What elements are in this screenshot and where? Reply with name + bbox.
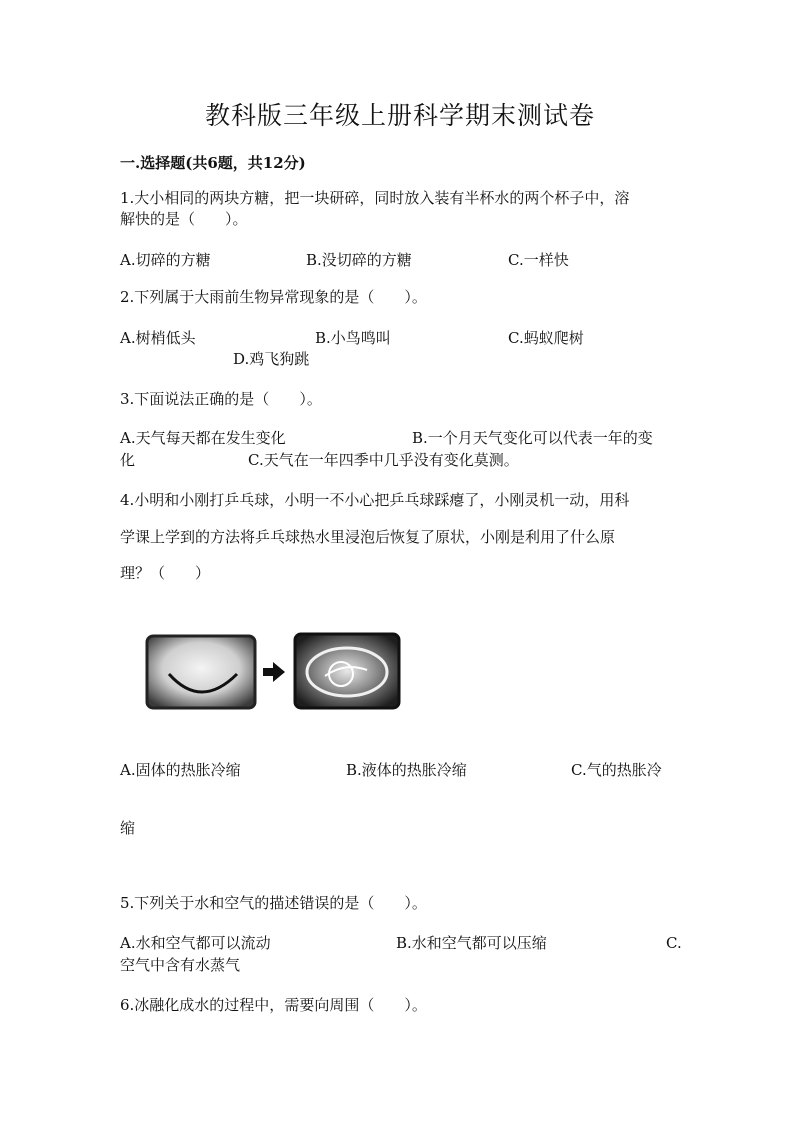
question-4-option-b: B.液体的热胀冷缩 bbox=[346, 761, 467, 779]
question-5-line-1: 5.下列关于水和空气的描述错误的是（ ）。 bbox=[120, 894, 427, 912]
question-2-option-a: A.树梢低头 bbox=[120, 329, 196, 347]
question-1-option-c: C.一样快 bbox=[508, 251, 569, 269]
question-6-line-1: 6.冰融化成水的过程中，需要向周围（ ）。 bbox=[120, 996, 427, 1014]
question-3-line-1: 3.下面说法正确的是（ ）。 bbox=[120, 390, 322, 408]
question-3-option-c: C.天气在一年四季中几乎没有变化莫测。 bbox=[248, 451, 519, 469]
question-5-option-a: A.水和空气都可以流动 bbox=[120, 934, 271, 952]
ping-pong-ball-figure bbox=[145, 632, 403, 712]
question-4-option-c: C.气的热胀冷 bbox=[571, 761, 662, 779]
page-title: 教科版三年级上册科学期末测试卷 bbox=[204, 101, 595, 130]
question-4-option-c-wrap: 缩 bbox=[120, 819, 136, 837]
question-4-line-1: 4.小明和小刚打乒乓球，小明一不小心把乒乓球踩瘪了，小刚灵机一动，用科 bbox=[120, 491, 630, 509]
question-2-line-1: 2.下列属于大雨前生物异常现象的是（ ）。 bbox=[120, 288, 427, 306]
question-3-option-a: A.天气每天都在发生变化 bbox=[120, 429, 286, 447]
question-1-line-1: 1.大小相同的两块方糖，把一块研碎，同时放入装有半杯水的两个杯子中，溶 bbox=[120, 189, 630, 207]
question-5-option-b: B.水和空气都可以压缩 bbox=[396, 934, 547, 952]
question-3-option-b: B.一个月天气变化可以代表一年的变 bbox=[412, 429, 653, 447]
question-4-line-3: 理？（ ） bbox=[120, 564, 211, 582]
question-5-option-c-wrap: 空气中含有水蒸气 bbox=[120, 956, 241, 974]
arrow-icon bbox=[263, 662, 285, 682]
question-5-option-c: C. bbox=[666, 934, 682, 952]
hot-water-ball-panel bbox=[295, 634, 399, 708]
question-2-option-b: B.小鸟鸣叫 bbox=[315, 329, 391, 347]
question-3-option-b-wrap: 化 bbox=[120, 451, 136, 469]
question-4-line-2: 学课上学到的方法将乒乓球热水里浸泡后恢复了原状，小刚是利用了什么原 bbox=[120, 528, 616, 546]
question-2-option-d: D.鸡飞狗跳 bbox=[233, 350, 310, 368]
section-heading: 一.选择题(共6题，共12分) bbox=[120, 154, 306, 172]
question-1-line-2: 解快的是（ ）。 bbox=[120, 210, 248, 228]
question-4-option-a: A.固体的热胀冷缩 bbox=[120, 761, 241, 779]
question-1-option-b: B.没切碎的方糖 bbox=[306, 251, 412, 269]
dented-ball-panel bbox=[147, 636, 255, 708]
question-1-option-a: A.切碎的方糖 bbox=[120, 251, 211, 269]
question-2-option-c: C.蚂蚁爬树 bbox=[508, 329, 584, 347]
